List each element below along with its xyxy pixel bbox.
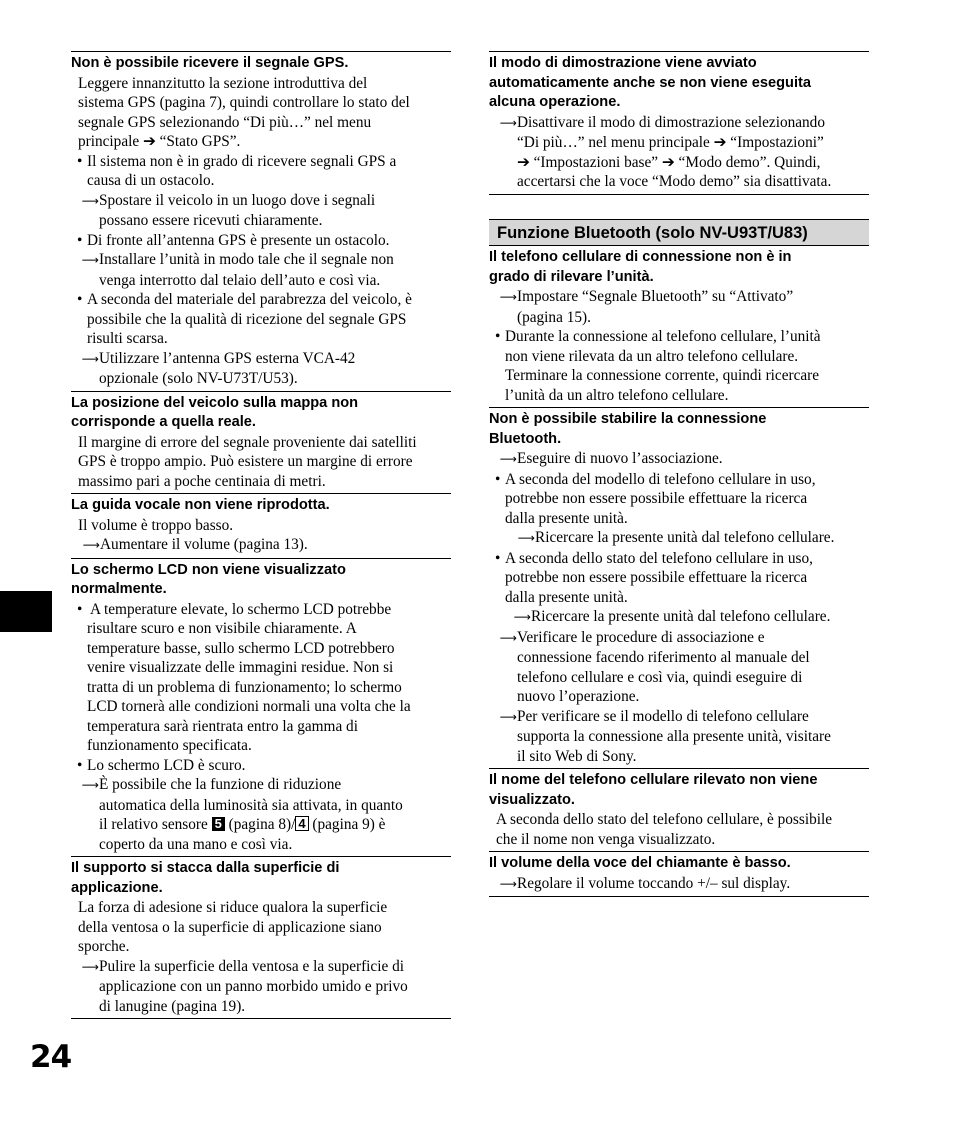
remedy-item: ⟶Per verificare se il modello di telefono cellulare supporta la connessione alla presente unità, visitare il sito Web di Sony. [489,707,869,767]
arrow-right-icon [507,528,535,549]
remedy-item: ⟶Ricercare la presente unità dal telefono cellulare. [489,607,869,628]
remedy-item: ⟶Verificare le procedure di associazione e connessione facendo riferimento al manuale del telefono cellulare e così via, quindi eseguire di nuovo l’operazione. [489,628,869,707]
arrow-right-icon [77,349,99,370]
section-title: Lo schermo LCD non viene visualizzato normalmente. [71,561,346,597]
section-mount-detach [71,856,451,1019]
page-number: 24 [30,1039,72,1075]
arrow-right-icon [77,191,99,212]
arrow-right-icon [509,607,531,628]
remedy-item: ⟶Disattivare il modo di dimostrazione selezionando “Di più…” nel menu principale ➔ “Impostazioni” ➔ “Impostazioni base” ➔ “Modo demo”. Quindi, accertarsi che la voce “Modo demo” sia disattivata. [489,113,869,192]
arrow-right-icon [78,535,100,556]
section-voice-guidance [71,493,451,556]
section-body: Il volume è troppo basso. [78,516,234,534]
remedy-item: ⟶Impostare “Segnale Bluetooth” su “Attivato” (pagina 15). [489,287,869,327]
right-column [489,51,869,195]
remedy-item: ⟶Spostare il veicolo in un luogo dove i segnali possano essere ricevuti chiaramente. [71,191,451,231]
bullet-item: • A temperature elevate, lo schermo LCD potrebbe risultare scuro e non visibile chiaramente. A temperature basse, sullo schermo LCD potrebbero venire visualizzate delle immagini residue. Non si tratta di un problema di funzionamento; lo schermo LCD tornerà alle condizioni normali una volta che la temperatura sarà rientrata entro la gamma di funzionamento specificata. [71,600,451,756]
section-title: Il nome del telefono cellulare rilevato non viene visualizzato. [489,772,818,808]
bullet-item: • A seconda del materiale del parabrezza del veicolo, è possibile che la qualità di ricezione del segnale GPS risulti scarsa. [71,290,451,349]
bullet-item: • Il sistema non è in grado di ricevere segnali GPS a causa di un ostacolo. [71,152,451,191]
section-bluetooth-connection [489,407,869,766]
bullet-item: • Durante la connessione al telefono cellulare, l’unità non viene rilevata da un altro telefono cellulare. Terminare la connessione corrente, quindi ricercare l’unità da un altro telefono cellulare. [489,327,869,405]
section-body: Il margine di errore del segnale proveniente dai satelliti GPS è troppo ampio. Può esistere un margine di errore massimo pari a poche centinaia di metri. [78,433,417,490]
arrow-right-icon [495,113,517,134]
section-title: Il telefono cellulare di connessione non è in grado di rilevare l’unità. [489,249,792,285]
section-intro: Leggere innanzitutto la sezione introduttiva del sistema GPS (pagina 7), quindi controllare lo stato del segnale GPS selezionando “Di più…” nel menu principale ➔ “Stato GPS”. [78,74,410,150]
arrow-right-icon [77,250,99,271]
arrow-right-icon [495,628,517,649]
section-body: A seconda dello stato del telefono cellulare, è possibile che il nome non venga visualizzato. [496,811,833,848]
arrow-right-icon [77,957,99,978]
bullet-item: • A seconda dello stato del telefono cellulare in uso, potrebbe non essere possibile effettuare la ricerca dalla presente unità. [489,549,869,608]
arrow-right-icon [495,874,517,895]
section-gps-signal [71,51,451,389]
sensor-label-5: 5 [212,817,225,831]
remedy-item: ⟶Utilizzare l’antenna GPS esterna VCA-42 opzionale (solo NV-U73T/U53). [71,349,451,389]
section-caller-volume [489,851,869,897]
section-body: La forza di adesione si riduce qualora la superficie della ventosa o la superficie di applicazione siano sporche. [78,899,388,955]
section-title: Il volume della voce del chiamante è basso. [489,855,791,871]
remedy-item: ⟶Aumentare il volume (pagina 13). [71,535,451,556]
section-title: Non è possibile ricevere il segnale GPS. [71,55,349,71]
arrow-right-icon [495,449,517,470]
section-tab-marker [0,591,52,632]
arrow-right-icon [495,287,517,308]
section-title: La posizione del veicolo sulla mappa non corrisponde a quella reale. [71,394,359,430]
remedy-item: ⟶Pulire la superficie della ventosa e la superficie di applicazione con un panno morbido umido e privo di lanugine (pagina 19). [71,957,451,1017]
section-title: La guida vocale non viene riprodotta. [71,497,330,513]
section-phone-name [489,768,869,849]
section-phone-cannot-detect [489,248,869,405]
remedy-item: ⟶Ricercare la presente unità dal telefono cellulare. [489,528,869,549]
section-heading-bluetooth: Funzione Bluetooth (solo NV-U93T/U83) [489,219,869,246]
section-demo-mode [489,51,869,195]
remedy-item: ⟶Installare l’unità in modo tale che il segnale non venga interrotto dal telaio dell’auto e così via. [71,250,451,290]
arrow-right-icon [77,775,99,796]
bullet-item: • A seconda del modello di telefono cellulare in uso, potrebbe non essere possibile effettuare la ricerca dalla presente unità. [489,470,869,529]
section-vehicle-position [71,391,451,492]
sensor-label-4: 4 [295,816,308,831]
arrow-right-icon [495,707,517,728]
remedy-item: ⟶Regolare il volume toccando +/– sul display. [489,874,869,895]
remedy-item: ⟶È possibile che la funzione di riduzione automatica della luminosità sia attivata, in quanto il relativo sensore 5 (pagina 8)/ 4 (pagina 9) è coperto da una mano e così via. [71,775,451,854]
remedy-item: ⟶Eseguire di nuovo l’associazione. [489,449,869,470]
left-column [71,51,451,1019]
bullet-item: • Lo schermo LCD è scuro. [71,756,451,776]
bullet-item: • Di fronte all’antenna GPS è presente un ostacolo. [71,231,451,251]
section-title: Il supporto si stacca dalla superficie di applicazione. [71,860,340,896]
right-column-bluetooth [489,248,869,897]
section-lcd-screen [71,558,451,855]
section-title: Il modo di dimostrazione viene avviato automaticamente anche se non viene eseguita alcuna operazione. [489,55,811,110]
section-title: Non è possibile stabilire la connessione Bluetooth. [489,411,767,447]
